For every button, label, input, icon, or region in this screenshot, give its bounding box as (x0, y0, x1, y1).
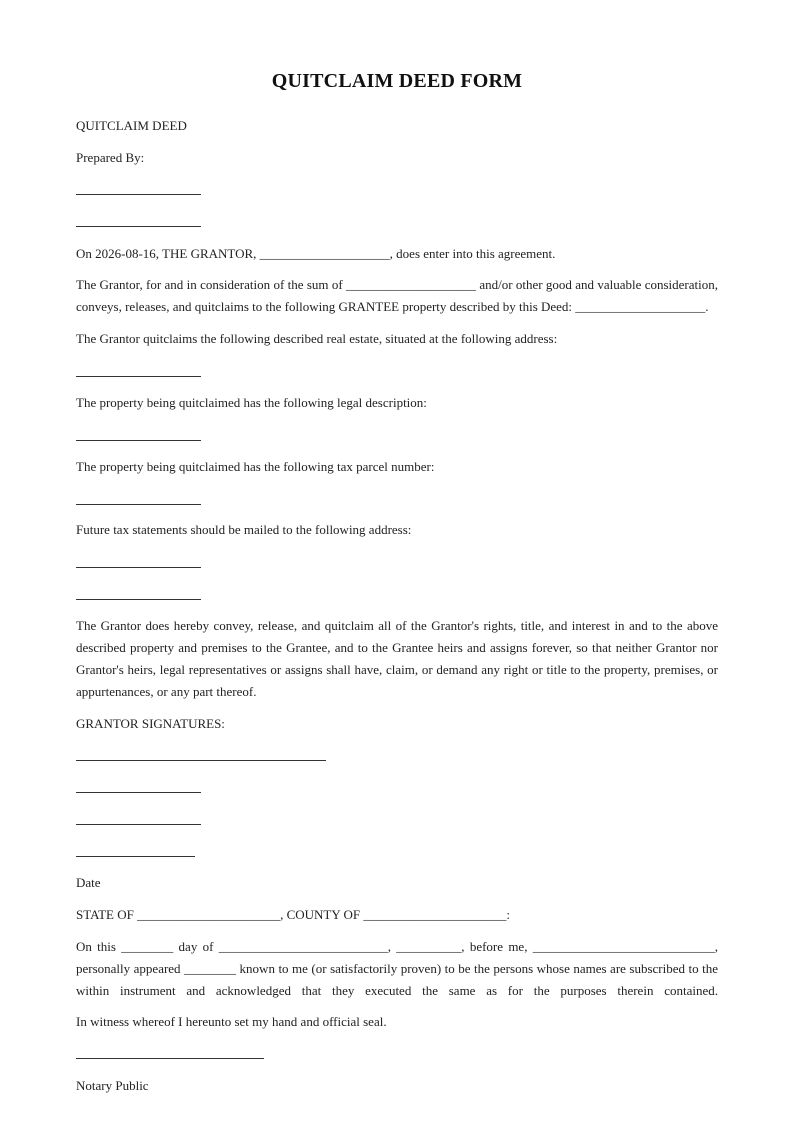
address-line[interactable] (76, 376, 201, 377)
prepared-by-line-2[interactable] (76, 226, 201, 227)
grantor-address-line[interactable] (76, 824, 201, 825)
conveyance-paragraph: The Grantor does hereby convey, release, and quitclaim all of the Grantor's rights, title, and interest in and to the above described property and premises to the Grantee, and to the Grantee heirs and assigns forever, so that neither Grantor nor Grantor's heirs, legal representatives or assigns shall have, claim, or demand any right or title to the property, premises, or appurtenances, or any part thereof. (76, 618, 718, 699)
legal-description-label: The property being quitclaimed has the following legal description: (76, 395, 427, 410)
consideration-paragraph: The Grantor, for and in consideration of the sum of ____________________ and/or other good and valuable consideration, conveys, releases, and quitclaims to the following GRANTEE property described by this Deed: ____________________. (76, 277, 718, 314)
tax-statements-label: Future tax statements should be mailed to the following address: (76, 522, 412, 537)
tax-address-line-2[interactable] (76, 599, 201, 600)
grantor-signatures-label: GRANTOR SIGNATURES: (76, 716, 225, 731)
grantor-name-line[interactable] (76, 792, 201, 793)
notary-signature-line[interactable] (76, 1058, 264, 1059)
intro-paragraph: On 2026-08-16, THE GRANTOR, ____________________, does enter into this agreement. (76, 246, 556, 261)
tax-address-line-1[interactable] (76, 567, 201, 568)
real-estate-label: The Grantor quitclaims the following described real estate, situated at the following address: (76, 331, 558, 346)
notary-acknowledgment: On this ________ day of __________________________, __________, before me, ____________________________, personally appeared ________ known to me (or satisfactorily proven) to be the persons whose names are subscribed to the within instrument and acknowledged that they executed the same as for the purposes therein contained. (76, 939, 718, 998)
date-label: Date (76, 875, 101, 890)
tax-parcel-label: The property being quitclaimed has the following tax parcel number: (76, 459, 435, 474)
legal-description-line[interactable] (76, 440, 201, 441)
witness-statement: In witness whereof I hereunto set my hand and official seal. (76, 1014, 387, 1029)
date-line[interactable] (76, 856, 195, 857)
document-title: QUITCLAIM DEED FORM (271, 70, 523, 92)
state-county-line: STATE OF ______________________, COUNTY OF ______________________: (76, 907, 510, 922)
tax-parcel-line[interactable] (76, 504, 201, 505)
prepared-by-label: Prepared By: (76, 150, 145, 165)
prepared-by-line-1[interactable] (76, 194, 201, 195)
grantor-signature-line[interactable] (76, 760, 326, 761)
deed-heading: QUITCLAIM DEED (76, 118, 187, 133)
notary-public-label: Notary Public (76, 1078, 149, 1093)
